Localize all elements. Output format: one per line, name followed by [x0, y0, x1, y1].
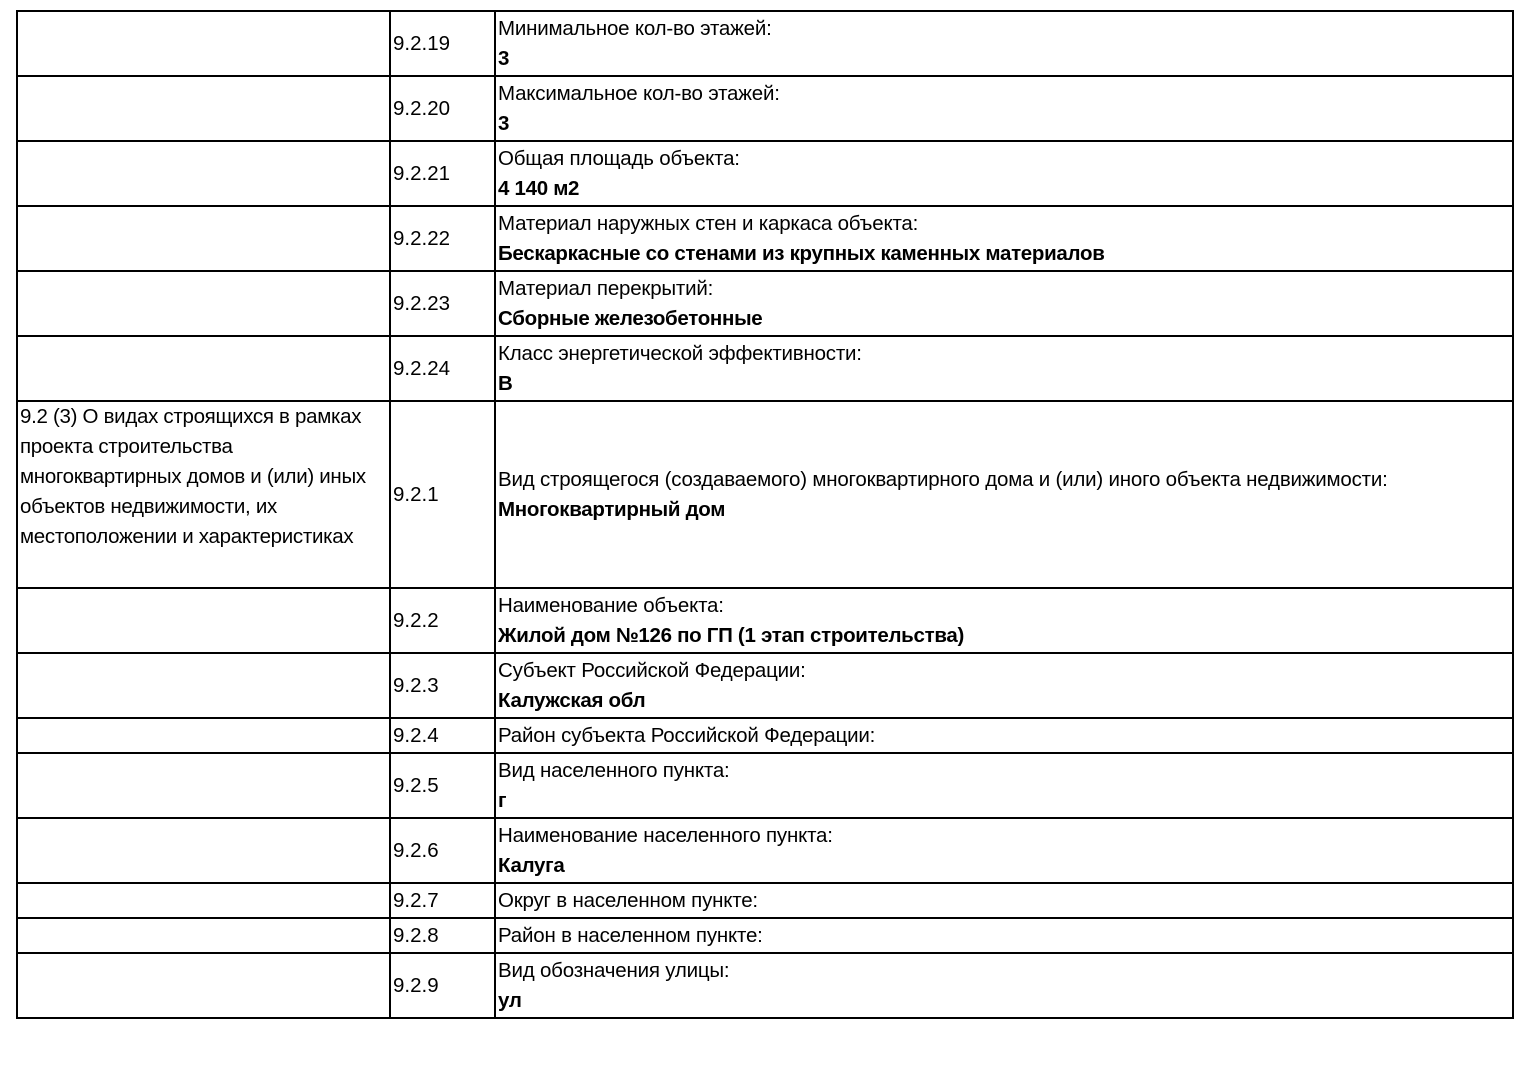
- section-cell: [17, 206, 390, 271]
- section-cell: 9.2 (3) О видах строящихся в рамках проекта строительства многоквартирных домов и (или) иных объектов недвижимости, их местоположении и характеристиках: [17, 401, 390, 588]
- table-row: [17, 918, 1513, 953]
- item-code-cell: 9.2.19: [390, 11, 495, 76]
- item-content-cell: [495, 588, 1513, 653]
- item-label: Общая площадь объекта:: [498, 146, 740, 170]
- table-row: [17, 818, 1513, 883]
- item-label: Субъект Российской Федерации:: [498, 658, 806, 682]
- item-code-cell: 9.2.21: [390, 141, 495, 206]
- item-label: Вид населенного пункта:: [498, 758, 730, 782]
- table-row: [17, 588, 1513, 653]
- section-cell: [17, 718, 390, 753]
- section-cell: [17, 76, 390, 141]
- table-row: [17, 401, 1513, 588]
- item-code-cell: 9.2.22: [390, 206, 495, 271]
- item-value: Сборные железобетонные: [498, 306, 763, 330]
- item-value: В: [498, 371, 513, 395]
- section-cell: [17, 653, 390, 718]
- section-cell: [17, 918, 390, 953]
- item-value: 4 140 м2: [498, 176, 580, 200]
- section-cell: [17, 271, 390, 336]
- table-row: [17, 336, 1513, 401]
- item-value: Бескаркасные со стенами из крупных каменных материалов: [498, 241, 1105, 265]
- table-row: [17, 653, 1513, 718]
- item-label: Вид строящегося (создаваемого) многоквартирного дома и (или) иного объекта недвижимости:: [498, 467, 1388, 491]
- item-value: Калужская обл: [498, 688, 646, 712]
- item-label: Наименование населенного пункта:: [498, 823, 833, 847]
- table-row: [17, 883, 1513, 918]
- item-content-cell: [495, 76, 1513, 141]
- item-label: Район в населенном пункте:: [498, 923, 763, 947]
- item-content-cell: [495, 401, 1513, 588]
- item-code-cell: 9.2.7: [390, 883, 495, 918]
- item-label: Наименование объекта:: [498, 593, 724, 617]
- item-label: Класс энергетической эффективности:: [498, 341, 862, 365]
- item-label: Район субъекта Российской Федерации:: [498, 723, 876, 747]
- table-row: [17, 141, 1513, 206]
- item-content-cell: [495, 141, 1513, 206]
- item-content-cell: [495, 918, 1513, 953]
- item-value: г: [498, 788, 507, 812]
- item-content-cell: [495, 753, 1513, 818]
- table-row: [17, 206, 1513, 271]
- table-body: [17, 11, 1513, 1018]
- item-content-cell: [495, 11, 1513, 76]
- item-code-cell: 9.2.3: [390, 653, 495, 718]
- item-value: Калуга: [498, 853, 565, 877]
- item-label: Материал наружных стен и каркаса объекта:: [498, 211, 919, 235]
- item-code-cell: 9.2.2: [390, 588, 495, 653]
- item-code-cell: 9.2.5: [390, 753, 495, 818]
- item-content-cell: [495, 653, 1513, 718]
- item-content-cell: [495, 271, 1513, 336]
- table-row: [17, 753, 1513, 818]
- section-cell: [17, 336, 390, 401]
- item-content-cell: [495, 818, 1513, 883]
- item-label: Округ в населенном пункте:: [498, 888, 758, 912]
- item-code-cell: 9.2.23: [390, 271, 495, 336]
- item-value: 3: [498, 46, 510, 70]
- item-label: Максимальное кол-во этажей:: [498, 81, 780, 105]
- section-cell: [17, 818, 390, 883]
- item-content-cell: [495, 718, 1513, 753]
- table-row: [17, 271, 1513, 336]
- section-cell: [17, 883, 390, 918]
- section-cell: [17, 588, 390, 653]
- section-cell: [17, 953, 390, 1018]
- item-content-cell: [495, 336, 1513, 401]
- table-row: [17, 718, 1513, 753]
- table-row: [17, 953, 1513, 1018]
- item-code-cell: 9.2.9: [390, 953, 495, 1018]
- item-value: Многоквартирный дом: [498, 497, 726, 521]
- table-row: [17, 76, 1513, 141]
- section-cell: [17, 11, 390, 76]
- item-code-cell: 9.2.4: [390, 718, 495, 753]
- item-value: Жилой дом №126 по ГП (1 этап строительства): [498, 623, 964, 647]
- item-label: Вид обозначения улицы:: [498, 958, 730, 982]
- item-content-cell: [495, 883, 1513, 918]
- item-code-cell: 9.2.8: [390, 918, 495, 953]
- section-cell: [17, 753, 390, 818]
- item-content-cell: [495, 206, 1513, 271]
- item-label: Материал перекрытий:: [498, 276, 714, 300]
- item-label: Минимальное кол-во этажей:: [498, 16, 772, 40]
- item-value: 3: [498, 111, 510, 135]
- item-value: ул: [498, 988, 522, 1012]
- item-code-cell: 9.2.1: [390, 401, 495, 588]
- declaration-table: [16, 10, 1514, 1019]
- item-content-cell: [495, 953, 1513, 1018]
- section-cell: [17, 141, 390, 206]
- item-code-cell: 9.2.24: [390, 336, 495, 401]
- item-code-cell: 9.2.6: [390, 818, 495, 883]
- item-code-cell: 9.2.20: [390, 76, 495, 141]
- table-row: [17, 11, 1513, 76]
